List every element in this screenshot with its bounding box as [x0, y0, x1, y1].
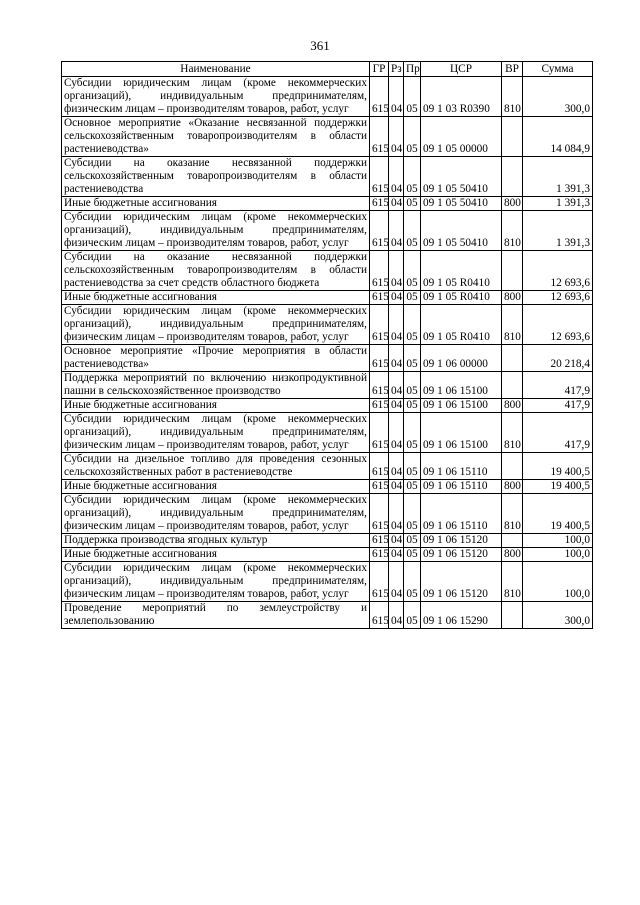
cell-gr: 615 [370, 197, 389, 211]
table-row [62, 117, 593, 157]
cell-gr: 615 [370, 534, 389, 548]
cell-name: Иные бюджетные ассигнования [62, 399, 370, 413]
cell-sum: 100,0 [523, 548, 593, 562]
cell-pr: 05 [404, 413, 421, 453]
table-row [62, 211, 593, 251]
cell-rz: 04 [389, 562, 404, 602]
table-row [62, 251, 593, 291]
header-name: Наименование [62, 62, 370, 77]
table-row [62, 77, 593, 117]
cell-name: Поддержка мероприятий по включению низкопродуктивной пашни в сельскохозяйственное производство [62, 372, 370, 399]
page-number: 361 [310, 38, 330, 53]
cell-name: Субсидии юридическим лицам (кроме некоммерческих организаций), индивидуальным предпринимателям, физическим лицам – производителям товаров, работ, услуг [62, 77, 370, 117]
cell-rz: 04 [389, 251, 404, 291]
header-rz: Рз [389, 62, 404, 77]
cell-name: Субсидии юридическим лицам (кроме некоммерческих организаций), индивидуальным предпринимателям, физическим лицам – производителям товаров, работ, услуг [62, 305, 370, 345]
cell-vr: 810 [502, 413, 523, 453]
cell-rz: 04 [389, 399, 404, 413]
table-row [62, 534, 593, 548]
cell-csr: 09 1 06 00000 [421, 345, 502, 372]
table-row [62, 562, 593, 602]
table-header-row [62, 62, 593, 77]
cell-csr: 09 1 06 15110 [421, 494, 502, 534]
cell-name: Основное мероприятие «Прочие мероприятия в области растениеводства» [62, 345, 370, 372]
cell-vr: 800 [502, 399, 523, 413]
cell-sum: 1 391,3 [523, 157, 593, 197]
cell-csr: 09 1 06 15120 [421, 548, 502, 562]
cell-rz: 04 [389, 197, 404, 211]
cell-vr: 800 [502, 480, 523, 494]
cell-csr: 09 1 06 15100 [421, 413, 502, 453]
cell-pr: 05 [404, 305, 421, 345]
cell-gr: 615 [370, 305, 389, 345]
cell-name: Субсидии юридическим лицам (кроме некоммерческих организаций), индивидуальным предпринимателям, физическим лицам – производителям товаров, работ, услуг [62, 562, 370, 602]
cell-pr: 05 [404, 534, 421, 548]
cell-sum: 417,9 [523, 372, 593, 399]
cell-gr: 615 [370, 211, 389, 251]
cell-rz: 04 [389, 413, 404, 453]
cell-pr: 05 [404, 562, 421, 602]
cell-csr: 09 1 06 15100 [421, 399, 502, 413]
cell-sum: 12 693,6 [523, 291, 593, 305]
table-row [62, 305, 593, 345]
table-row [62, 602, 593, 629]
cell-pr: 05 [404, 251, 421, 291]
budget-table [61, 61, 593, 629]
header-csr: ЦСР [421, 62, 502, 77]
cell-gr: 615 [370, 562, 389, 602]
cell-vr: 810 [502, 211, 523, 251]
cell-vr [502, 157, 523, 197]
cell-csr: 09 1 05 R0410 [421, 251, 502, 291]
cell-rz: 04 [389, 534, 404, 548]
cell-gr: 615 [370, 453, 389, 480]
cell-name: Субсидии на дизельное топливо для проведения сезонных сельскохозяйственных работ в растениеводстве [62, 453, 370, 480]
cell-rz: 04 [389, 157, 404, 197]
cell-rz: 04 [389, 494, 404, 534]
cell-gr: 615 [370, 494, 389, 534]
cell-name: Проведение мероприятий по землеустройству и землепользованию [62, 602, 370, 629]
header-vr: ВР [502, 62, 523, 77]
cell-csr: 09 1 06 15110 [421, 453, 502, 480]
cell-rz: 04 [389, 548, 404, 562]
cell-pr: 05 [404, 494, 421, 534]
cell-csr: 09 1 06 15290 [421, 602, 502, 629]
cell-name: Иные бюджетные ассигнования [62, 480, 370, 494]
cell-sum: 14 084,9 [523, 117, 593, 157]
cell-sum: 19 400,5 [523, 494, 593, 534]
cell-name: Субсидии юридическим лицам (кроме некоммерческих организаций), индивидуальным предпринимателям, физическим лицам – производителям товаров, работ, услуг [62, 494, 370, 534]
cell-gr: 615 [370, 602, 389, 629]
cell-gr: 615 [370, 372, 389, 399]
cell-gr: 615 [370, 480, 389, 494]
cell-csr: 09 1 06 15100 [421, 372, 502, 399]
table-row [62, 291, 593, 305]
cell-csr: 09 1 05 50410 [421, 157, 502, 197]
cell-pr: 05 [404, 197, 421, 211]
cell-rz: 04 [389, 345, 404, 372]
cell-name: Основное мероприятие «Оказание несвязанной поддержки сельскохозяйственным товаропроизводителям в области растениеводства» [62, 117, 370, 157]
table-body [62, 77, 593, 629]
cell-name: Субсидии юридическим лицам (кроме некоммерческих организаций), индивидуальным предпринимателям, физическим лицам – производителям товаров, работ, услуг [62, 211, 370, 251]
cell-pr: 05 [404, 453, 421, 480]
table-row [62, 345, 593, 372]
cell-sum: 100,0 [523, 562, 593, 602]
cell-sum: 417,9 [523, 413, 593, 453]
cell-rz: 04 [389, 453, 404, 480]
cell-pr: 05 [404, 77, 421, 117]
cell-pr: 05 [404, 372, 421, 399]
cell-sum: 19 400,5 [523, 480, 593, 494]
cell-name: Субсидии на оказание несвязанной поддержки сельскохозяйственным товаропроизводителям в области растениеводства за счет средств областного бюджета [62, 251, 370, 291]
cell-pr: 05 [404, 480, 421, 494]
cell-sum: 417,9 [523, 399, 593, 413]
cell-csr: 09 1 05 50410 [421, 197, 502, 211]
cell-rz: 04 [389, 77, 404, 117]
cell-pr: 05 [404, 117, 421, 157]
cell-gr: 615 [370, 548, 389, 562]
cell-pr: 05 [404, 291, 421, 305]
cell-csr: 09 1 03 R0390 [421, 77, 502, 117]
table-row [62, 413, 593, 453]
cell-rz: 04 [389, 602, 404, 629]
cell-sum: 12 693,6 [523, 305, 593, 345]
cell-gr: 615 [370, 345, 389, 372]
cell-pr: 05 [404, 157, 421, 197]
table-row [62, 157, 593, 197]
table-row [62, 494, 593, 534]
cell-sum: 1 391,3 [523, 197, 593, 211]
cell-vr [502, 534, 523, 548]
table-row [62, 548, 593, 562]
cell-vr: 800 [502, 197, 523, 211]
cell-vr: 810 [502, 494, 523, 534]
cell-name: Субсидии юридическим лицам (кроме некоммерческих организаций), индивидуальным предпринимателям, физическим лицам – производителям товаров, работ, услуг [62, 413, 370, 453]
cell-rz: 04 [389, 211, 404, 251]
cell-gr: 615 [370, 413, 389, 453]
cell-vr: 810 [502, 305, 523, 345]
cell-sum: 19 400,5 [523, 453, 593, 480]
cell-vr: 800 [502, 548, 523, 562]
table-row [62, 453, 593, 480]
header-sum: Сумма [523, 62, 593, 77]
cell-name: Субсидии на оказание несвязанной поддержки сельскохозяйственным товаропроизводителям в области растениеводства [62, 157, 370, 197]
cell-rz: 04 [389, 117, 404, 157]
cell-sum: 1 391,3 [523, 211, 593, 251]
cell-name: Иные бюджетные ассигнования [62, 291, 370, 305]
cell-vr [502, 453, 523, 480]
header-gr: ГР [370, 62, 389, 77]
cell-gr: 615 [370, 291, 389, 305]
cell-gr: 615 [370, 399, 389, 413]
table-row [62, 480, 593, 494]
cell-name: Поддержка производства ягодных культур [62, 534, 370, 548]
cell-name: Иные бюджетные ассигнования [62, 197, 370, 211]
cell-vr [502, 602, 523, 629]
cell-rz: 04 [389, 372, 404, 399]
table-row [62, 399, 593, 413]
cell-csr: 09 1 06 15120 [421, 562, 502, 602]
cell-pr: 05 [404, 345, 421, 372]
cell-pr: 05 [404, 399, 421, 413]
cell-vr: 810 [502, 77, 523, 117]
cell-vr [502, 117, 523, 157]
cell-sum: 20 218,4 [523, 345, 593, 372]
table-row [62, 197, 593, 211]
cell-vr: 800 [502, 291, 523, 305]
cell-csr: 09 1 05 R0410 [421, 291, 502, 305]
cell-rz: 04 [389, 480, 404, 494]
cell-vr [502, 372, 523, 399]
cell-pr: 05 [404, 548, 421, 562]
cell-vr [502, 251, 523, 291]
cell-csr: 09 1 06 15120 [421, 534, 502, 548]
cell-sum: 12 693,6 [523, 251, 593, 291]
cell-csr: 09 1 06 15110 [421, 480, 502, 494]
cell-name: Иные бюджетные ассигнования [62, 548, 370, 562]
cell-rz: 04 [389, 305, 404, 345]
cell-sum: 100,0 [523, 534, 593, 548]
cell-csr: 09 1 05 R0410 [421, 305, 502, 345]
cell-vr [502, 345, 523, 372]
cell-sum: 300,0 [523, 77, 593, 117]
cell-gr: 615 [370, 251, 389, 291]
cell-gr: 615 [370, 157, 389, 197]
cell-gr: 615 [370, 117, 389, 157]
cell-sum: 300,0 [523, 602, 593, 629]
cell-vr: 810 [502, 562, 523, 602]
cell-gr: 615 [370, 77, 389, 117]
cell-rz: 04 [389, 291, 404, 305]
table-row [62, 372, 593, 399]
cell-pr: 05 [404, 602, 421, 629]
cell-csr: 09 1 05 00000 [421, 117, 502, 157]
header-pr: Пр [404, 62, 421, 77]
cell-pr: 05 [404, 211, 421, 251]
cell-csr: 09 1 05 50410 [421, 211, 502, 251]
